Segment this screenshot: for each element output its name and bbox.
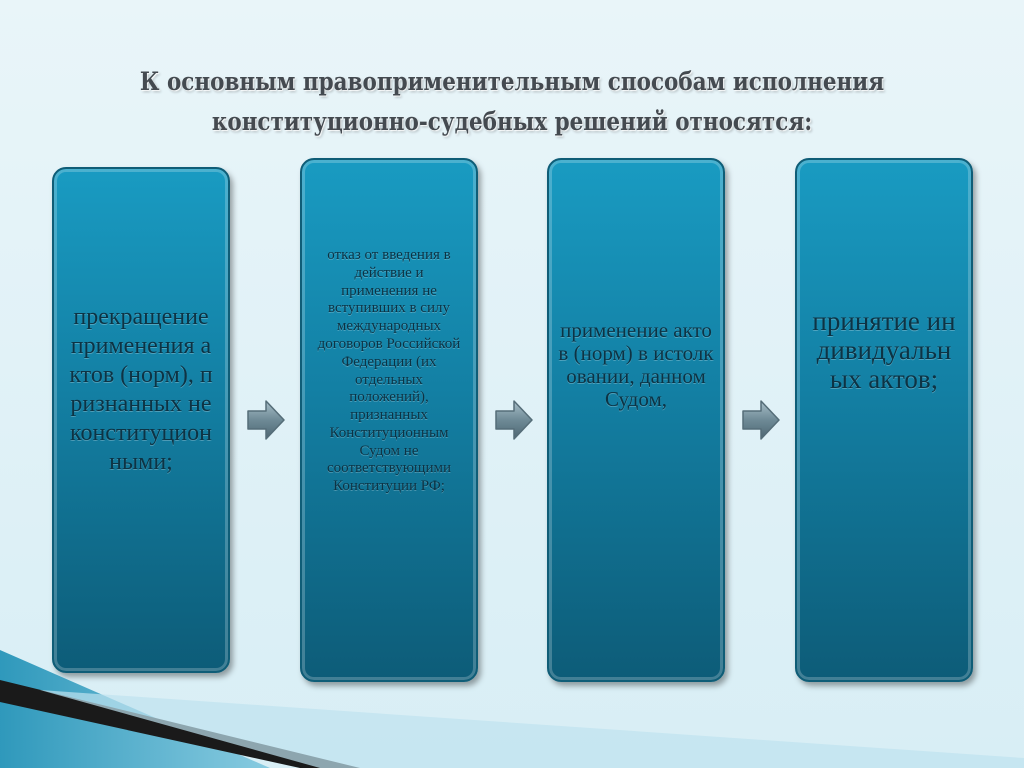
step-box-interpretation-text: применение актов (норм) в истолковании, данном Судом, xyxy=(558,318,714,411)
title-line-1: К основным правоприменительным способам исполнения xyxy=(139,67,885,96)
title-line-2: конституционно-судебных решений относятся: xyxy=(211,107,813,136)
step-box-termination-text: прекращение применения актов (норм), признанных неконституционными; xyxy=(69,304,213,475)
step-box-termination xyxy=(52,167,230,673)
step-box-individual-acts xyxy=(795,158,973,682)
step-box-refusal-text: отказ от введения в действие и применения не вступивших в силу международных договоров Российской Федерации (их отдельных положений), признанных Конституционным Судом не соответствующими Конституции РФ; xyxy=(317,246,461,495)
right-arrow-icon xyxy=(246,398,286,442)
step-box-individual-acts-text: принятие индивидуальных актов; xyxy=(812,305,956,394)
step-box-refusal xyxy=(300,158,478,682)
decorative-corner-swoosh xyxy=(0,640,1024,768)
right-arrow-icon xyxy=(494,398,534,442)
slide-title xyxy=(123,62,900,142)
right-arrow-icon xyxy=(741,398,781,442)
step-box-interpretation xyxy=(547,158,725,682)
